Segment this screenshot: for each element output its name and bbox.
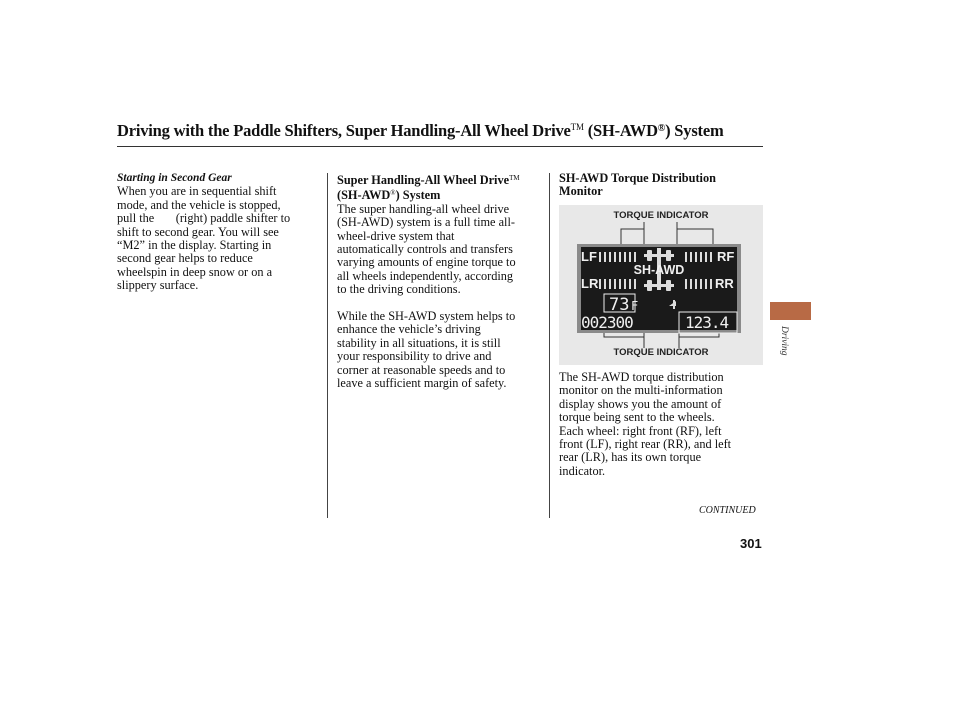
body-line: wheelspin in deep snow or on a: [117, 264, 273, 279]
body-line: The SH-AWD torque distribution: [559, 370, 724, 384]
column-3-heading: [559, 172, 764, 199]
section-heading-torque-monitor: SH-AWD Torque Distribution: [559, 171, 716, 185]
body-line: all wheels independently, according: [337, 268, 514, 283]
section-tab: [770, 302, 811, 320]
column-1: [117, 172, 317, 293]
body-line: slippery surface.: [117, 278, 199, 293]
body-line: display shows you the amount of: [559, 396, 722, 411]
torque-display-illustration: [559, 205, 763, 365]
body-line: “M2” in the display. Starting in: [117, 238, 272, 253]
body-line: The super handling-all wheel drive: [337, 201, 510, 216]
torque-indicator-label-bottom: TORQUE INDICATOR: [613, 347, 709, 358]
body-line: varying amounts of engine torque to: [337, 255, 516, 270]
body-line: your responsibility to drive and: [337, 349, 492, 364]
torque-monitor-figure: [559, 205, 763, 365]
section-heading-sh-awd: Super Handling-All Wheel Drive™: [337, 173, 520, 187]
page-number: 301: [740, 536, 762, 551]
body-line: mode, and the vehicle is stopped,: [117, 197, 281, 212]
section-heading-sh-awd-line2: (SH-AWD®) System: [337, 188, 441, 203]
body-line: leave a sufficient margin of safety.: [337, 376, 507, 391]
lr-label: LR: [581, 276, 599, 291]
trip-readout: 123.4: [685, 313, 729, 332]
lf-label: LF: [581, 249, 597, 264]
body-line: corner at reasonable speeds and to: [337, 362, 506, 377]
body-line: automatically controls and transfers: [337, 242, 513, 257]
column-3-body: [559, 371, 764, 478]
odometer-readout: 002300: [581, 313, 633, 332]
section-heading-second-gear: Starting in Second Gear: [117, 172, 232, 184]
body-line: second gear helps to reduce: [117, 251, 253, 266]
body-line: front (LF), right rear (RR), and left: [559, 437, 732, 452]
body-line: shift to second gear. You will see: [117, 224, 279, 239]
body-line: torque being sent to the wheels.: [559, 410, 715, 425]
temperature-unit: F: [631, 299, 639, 313]
body-line: Each wheel: right front (RF), left: [559, 423, 722, 438]
body-line: stability in all situations, it is still: [337, 335, 501, 350]
body-line: (SH-AWD) system is a full time all-: [337, 215, 515, 230]
page-title: Driving with the Paddle Shifters, Super Handling-All Wheel Drive™ (SH-AWD®) System: [117, 121, 724, 140]
body-line: enhance the vehicle’s driving: [337, 322, 481, 337]
body-line: monitor on the multi-information: [559, 383, 723, 398]
body-line: pull the (right) paddle shifter to: [117, 211, 291, 226]
body-line: While the SH-AWD system helps to: [337, 309, 516, 324]
torque-indicator-label-top: TORQUE INDICATOR: [613, 210, 709, 221]
column-divider-2: [549, 173, 550, 518]
rf-label: RF: [717, 249, 735, 264]
continued-label: CONTINUED: [699, 505, 756, 516]
column-2: [337, 172, 542, 390]
column-divider-1: [327, 173, 328, 518]
body-line: wheel-drive system that: [337, 228, 455, 243]
body-line: When you are in sequential shift: [117, 184, 277, 199]
body-line: indicator.: [559, 463, 606, 478]
sh-awd-display-label: SH-AWD: [633, 263, 685, 277]
section-heading-torque-monitor-line2: Monitor: [559, 184, 603, 199]
body-line: rear (LR), has its own torque: [559, 450, 702, 465]
body-line: to the driving conditions.: [337, 282, 461, 297]
rr-label: RR: [715, 276, 734, 291]
title-rule: [117, 146, 763, 147]
section-side-label: Driving: [779, 326, 789, 356]
temperature-readout: 73: [609, 295, 630, 315]
